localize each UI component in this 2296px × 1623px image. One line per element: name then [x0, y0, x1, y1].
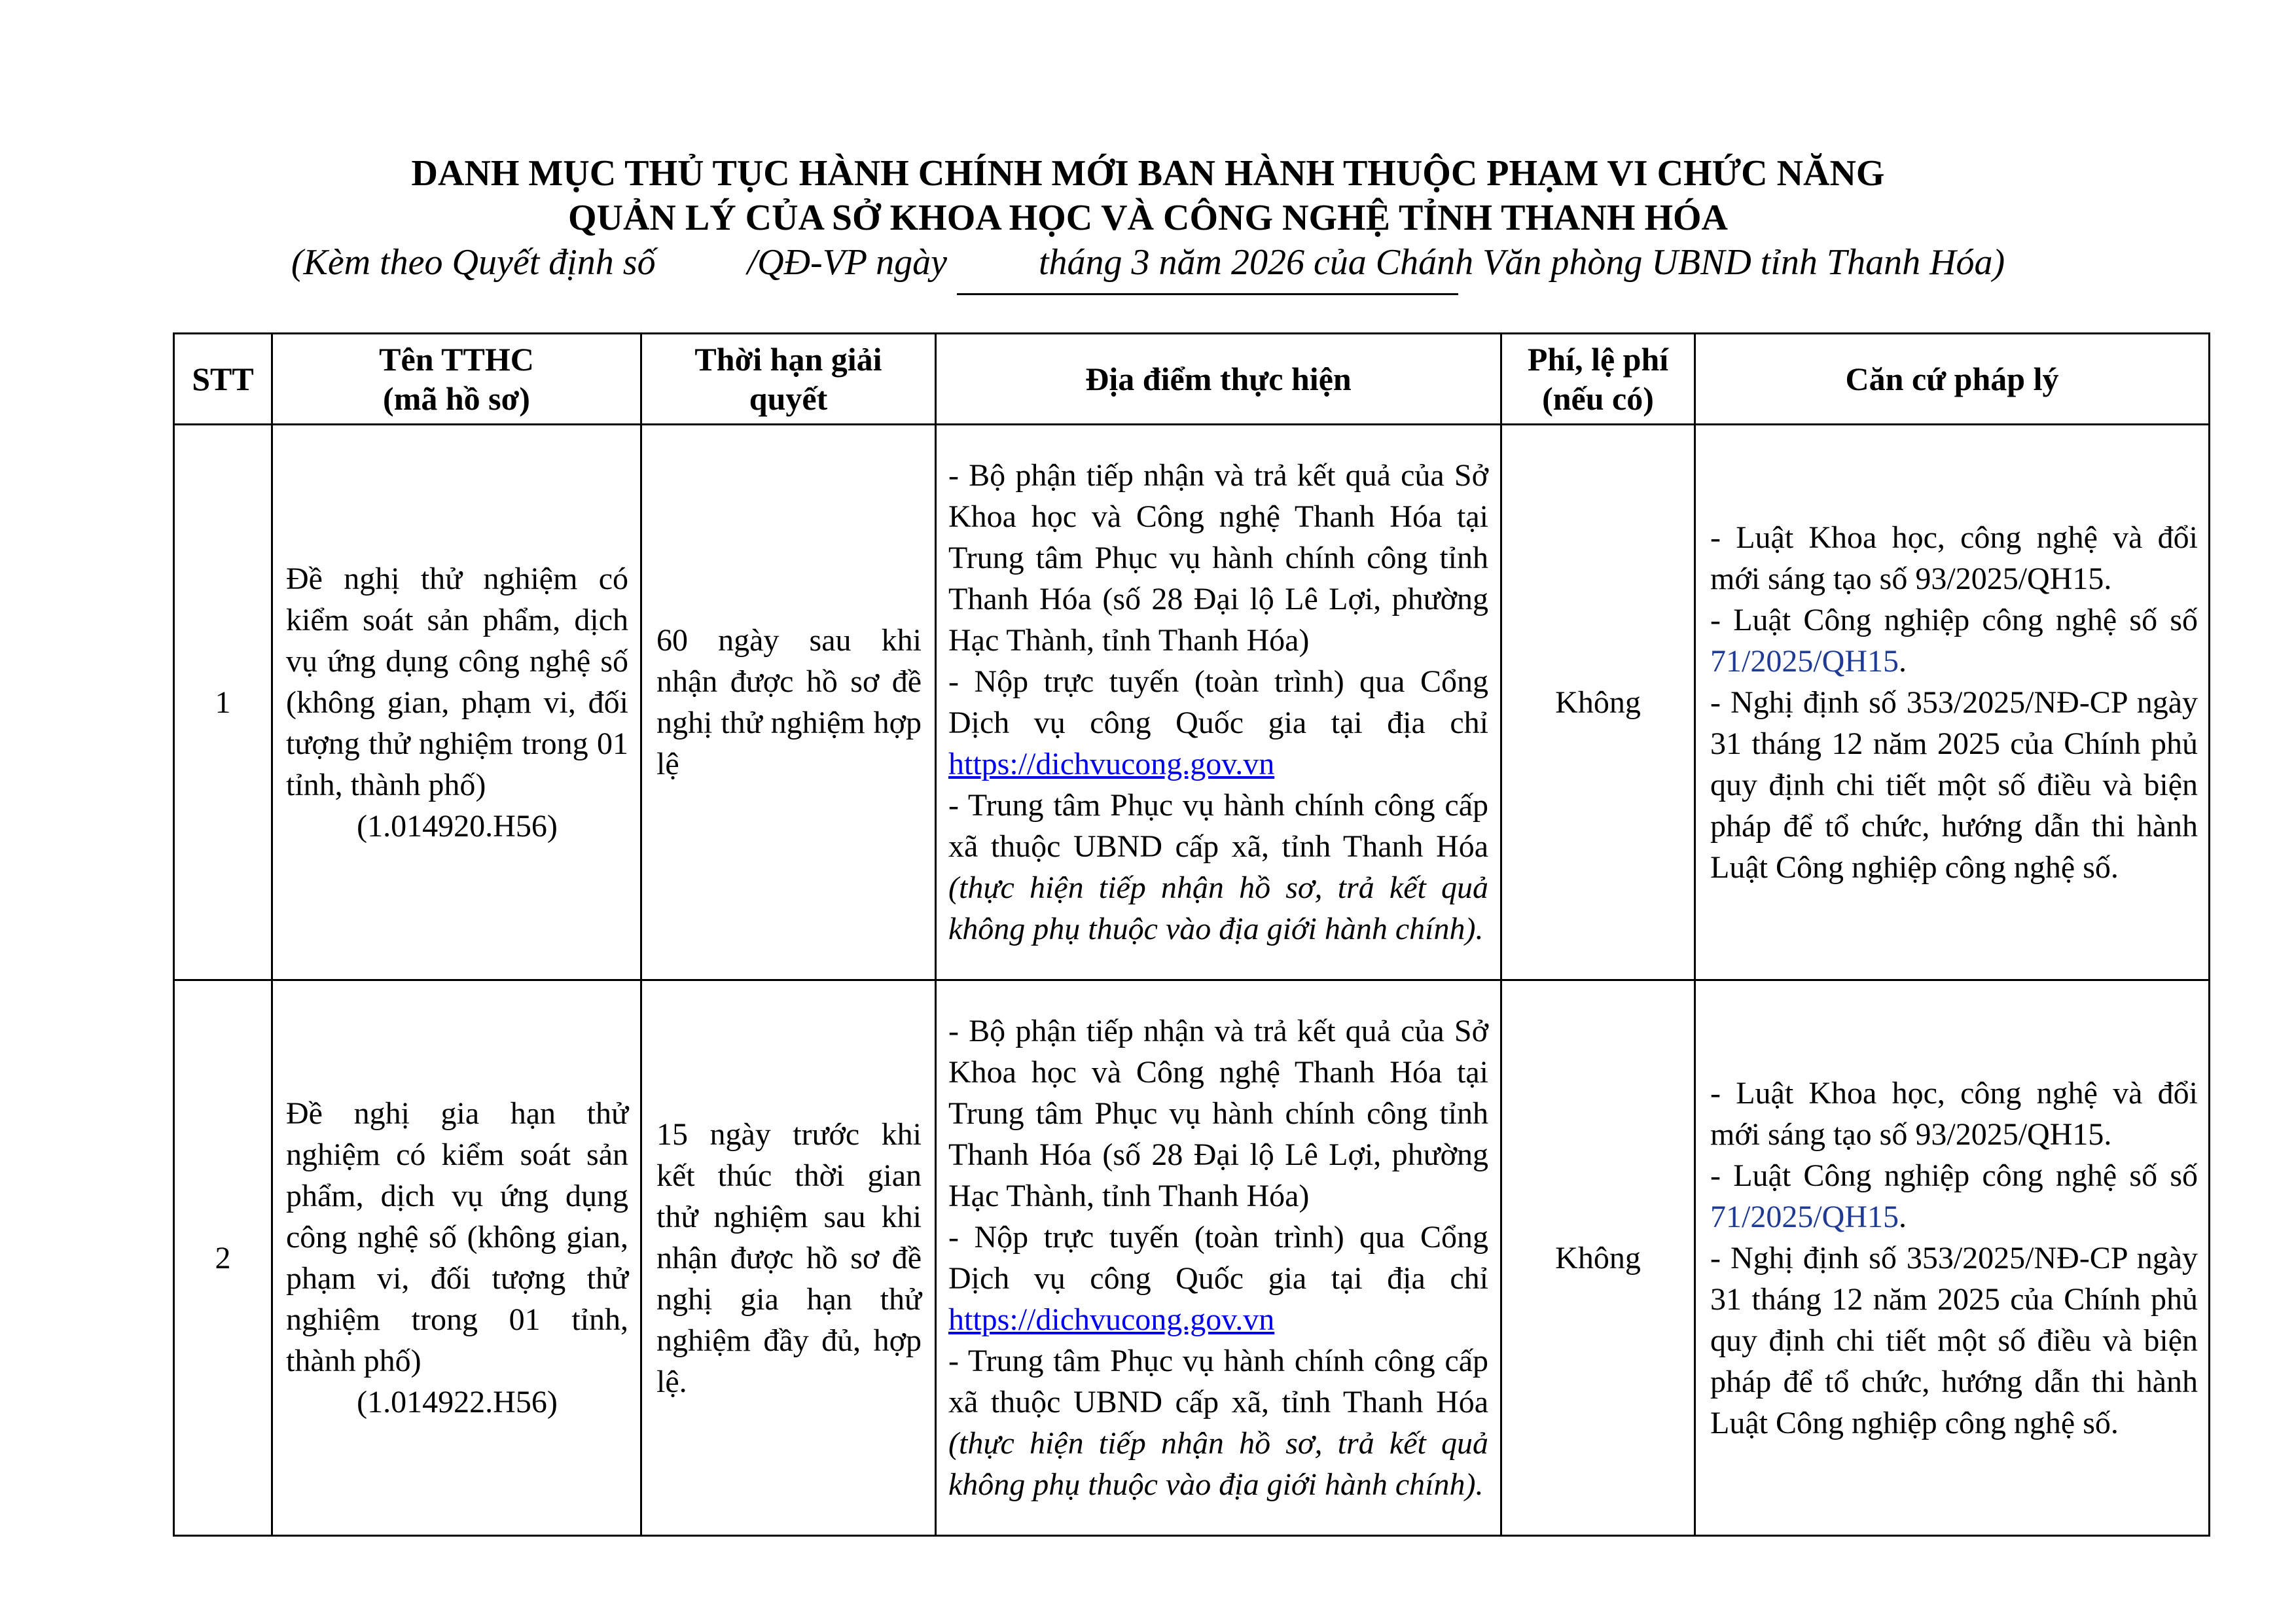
table-header-row	[174, 334, 2210, 425]
cell-procedure-name	[272, 425, 641, 980]
header-fee	[1501, 334, 1695, 425]
cell-place	[936, 425, 1501, 980]
legal-item-3: - Nghị định số 353/2025/NĐ-CP ngày 31 tháng 12 năm 2025 của Chính phủ quy định chi tiết một số điều và biện pháp để tổ chức, hướng dẫn thi hành Luật Công nghiệp công nghệ số.	[1710, 685, 2198, 885]
place-item-in-person: - Bộ phận tiếp nhận và trả kết quả của Sở Khoa học và Công nghệ Thanh Hóa tại Trung tâm Phục vụ hành chính công tỉnh Thanh Hóa (số 28 Đại lộ Lê Lợi, phường Hạc Thành, tỉnh Thanh Hóa)	[948, 1014, 1488, 1213]
procedure-code: (1.014920.H56)	[357, 808, 558, 844]
cell-legal-basis	[1695, 425, 2210, 980]
cell-procedure-name	[272, 980, 641, 1536]
cell-time: 15 ngày trước khi kết thúc thời gian thử nghiệm sau khi nhận được hồ sơ đề nghị gia hạn thử nghiệm đầy đủ, hợp lệ.	[641, 980, 936, 1536]
place-item-online	[948, 1217, 1488, 1340]
place-commune-note: (thực hiện tiếp nhận hồ sơ, trả kết quả không phụ thuộc vào địa giới hành chính).	[948, 1426, 1488, 1502]
cell-legal-basis	[1695, 980, 2210, 1536]
legal-item-2	[1710, 599, 2198, 682]
document-title-line-2: QUẢN LÝ CỦA SỞ KHOA HỌC VÀ CÔNG NGHỆ TỈNH THANH HÓA	[567, 198, 1728, 238]
header-name-line-1: Tên TTHC	[379, 341, 534, 378]
document-subtitle: (Kèm theo Quyết định số /QĐ-VP ngày tháng 3 năm 2026 của Chánh Văn phòng UBND tỉnh Thanh Hóa)	[291, 242, 2005, 283]
legal-item-2	[1710, 1155, 2198, 1238]
place-item-commune-center	[948, 1340, 1488, 1505]
place-item-commune-center	[948, 785, 1488, 950]
table-row	[174, 425, 2210, 980]
cell-stt: 2	[174, 980, 272, 1536]
header-time	[641, 334, 936, 425]
cell-fee: Không	[1501, 980, 1695, 1536]
header-name-line-2: (mã hồ sơ)	[383, 380, 530, 417]
header-time-line-1: Thời hạn giải	[694, 341, 882, 378]
legal-item-2-number: 71/2025/QH15	[1710, 643, 1899, 679]
legal-item-2-text: - Luật Công nghiệp công nghệ số số	[1710, 1158, 2198, 1193]
header-time-line-2: quyết	[749, 380, 828, 417]
legal-item-1: - Luật Khoa học, công nghệ và đổi mới sáng tạo số 93/2025/QH15.	[1710, 1075, 2198, 1152]
place-commune-text: - Trung tâm Phục vụ hành chính công cấp xã thuộc UBND cấp xã, tỉnh Thanh Hóa	[948, 1344, 1488, 1419]
procedure-code: (1.014922.H56)	[357, 1385, 558, 1419]
legal-item-2-number: 71/2025/QH15	[1710, 1199, 1899, 1234]
public-service-portal-link[interactable]: https://dichvucong.gov.vn	[948, 1302, 1275, 1337]
header-legal-basis: Căn cứ pháp lý	[1695, 334, 2210, 425]
legal-item-2-end: .	[1899, 643, 1907, 679]
place-item-online	[948, 661, 1488, 785]
cell-time: 60 ngày sau khi nhận được hồ sơ đề nghị thử nghiệm hợp lệ	[641, 425, 936, 980]
place-online-text: - Nộp trực tuyến (toàn trình) qua Cổng Dịch vụ công Quốc gia tại địa chỉ	[948, 1220, 1488, 1296]
place-item-in-person: - Bộ phận tiếp nhận và trả kết quả của Sở Khoa học và Công nghệ Thanh Hóa tại Trung tâm Phục vụ hành chính công tỉnh Thanh Hóa (số 28 Đại lộ Lê Lợi, phường Hạc Thành, tỉnh Thanh Hóa)	[948, 458, 1488, 658]
legal-item-3: - Nghị định số 353/2025/NĐ-CP ngày 31 tháng 12 năm 2025 của Chính phủ quy định chi tiết một số điều và biện pháp để tổ chức, hướng dẫn thi hành Luật Công nghiệp công nghệ số.	[1710, 1240, 2198, 1440]
procedures-table	[173, 332, 2210, 1537]
header-place: Địa điểm thực hiện	[936, 334, 1501, 425]
cell-place	[936, 980, 1501, 1536]
header-fee-line-2: (nếu có)	[1542, 380, 1654, 417]
legal-item-1: - Luật Khoa học, công nghệ và đổi mới sáng tạo số 93/2025/QH15.	[1710, 520, 2198, 596]
cell-fee: Không	[1501, 425, 1695, 980]
document-title-line-1: DANH MỤC THỦ TỤC HÀNH CHÍNH MỚI BAN HÀNH THUỘC PHẠM VI CHỨC NĂNG	[411, 153, 1885, 194]
place-online-text: - Nộp trực tuyến (toàn trình) qua Cổng Dịch vụ công Quốc gia tại địa chỉ	[948, 664, 1488, 740]
header-stt: STT	[174, 334, 272, 425]
procedure-name-text: Đề nghị thử nghiệm có kiểm soát sản phẩm, dịch vụ ứng dụng công nghệ số (không gian, phạm vi, đối tượng thử nghiệm trong 01 tỉnh, thành phố)	[286, 561, 628, 802]
header-procedure-name	[272, 334, 641, 425]
place-commune-note: (thực hiện tiếp nhận hồ sơ, trả kết quả không phụ thuộc vào địa giới hành chính).	[948, 870, 1488, 946]
title-underline	[957, 293, 1458, 295]
table-row	[174, 980, 2210, 1536]
legal-item-2-text: - Luật Công nghiệp công nghệ số số	[1710, 602, 2198, 637]
legal-item-2-end: .	[1899, 1199, 1907, 1234]
header-fee-line-1: Phí, lệ phí	[1527, 341, 1669, 378]
public-service-portal-link[interactable]: https://dichvucong.gov.vn	[948, 747, 1275, 781]
place-commune-text: - Trung tâm Phục vụ hành chính công cấp xã thuộc UBND cấp xã, tỉnh Thanh Hóa	[948, 788, 1488, 864]
cell-stt: 1	[174, 425, 272, 980]
procedure-name-text: Đề nghị gia hạn thử nghiệm có kiểm soát sản phẩm, dịch vụ ứng dụng công nghệ số (không gian, phạm vi, đối tượng thử nghiệm trong 01 tỉnh, thành phố)	[286, 1096, 628, 1378]
